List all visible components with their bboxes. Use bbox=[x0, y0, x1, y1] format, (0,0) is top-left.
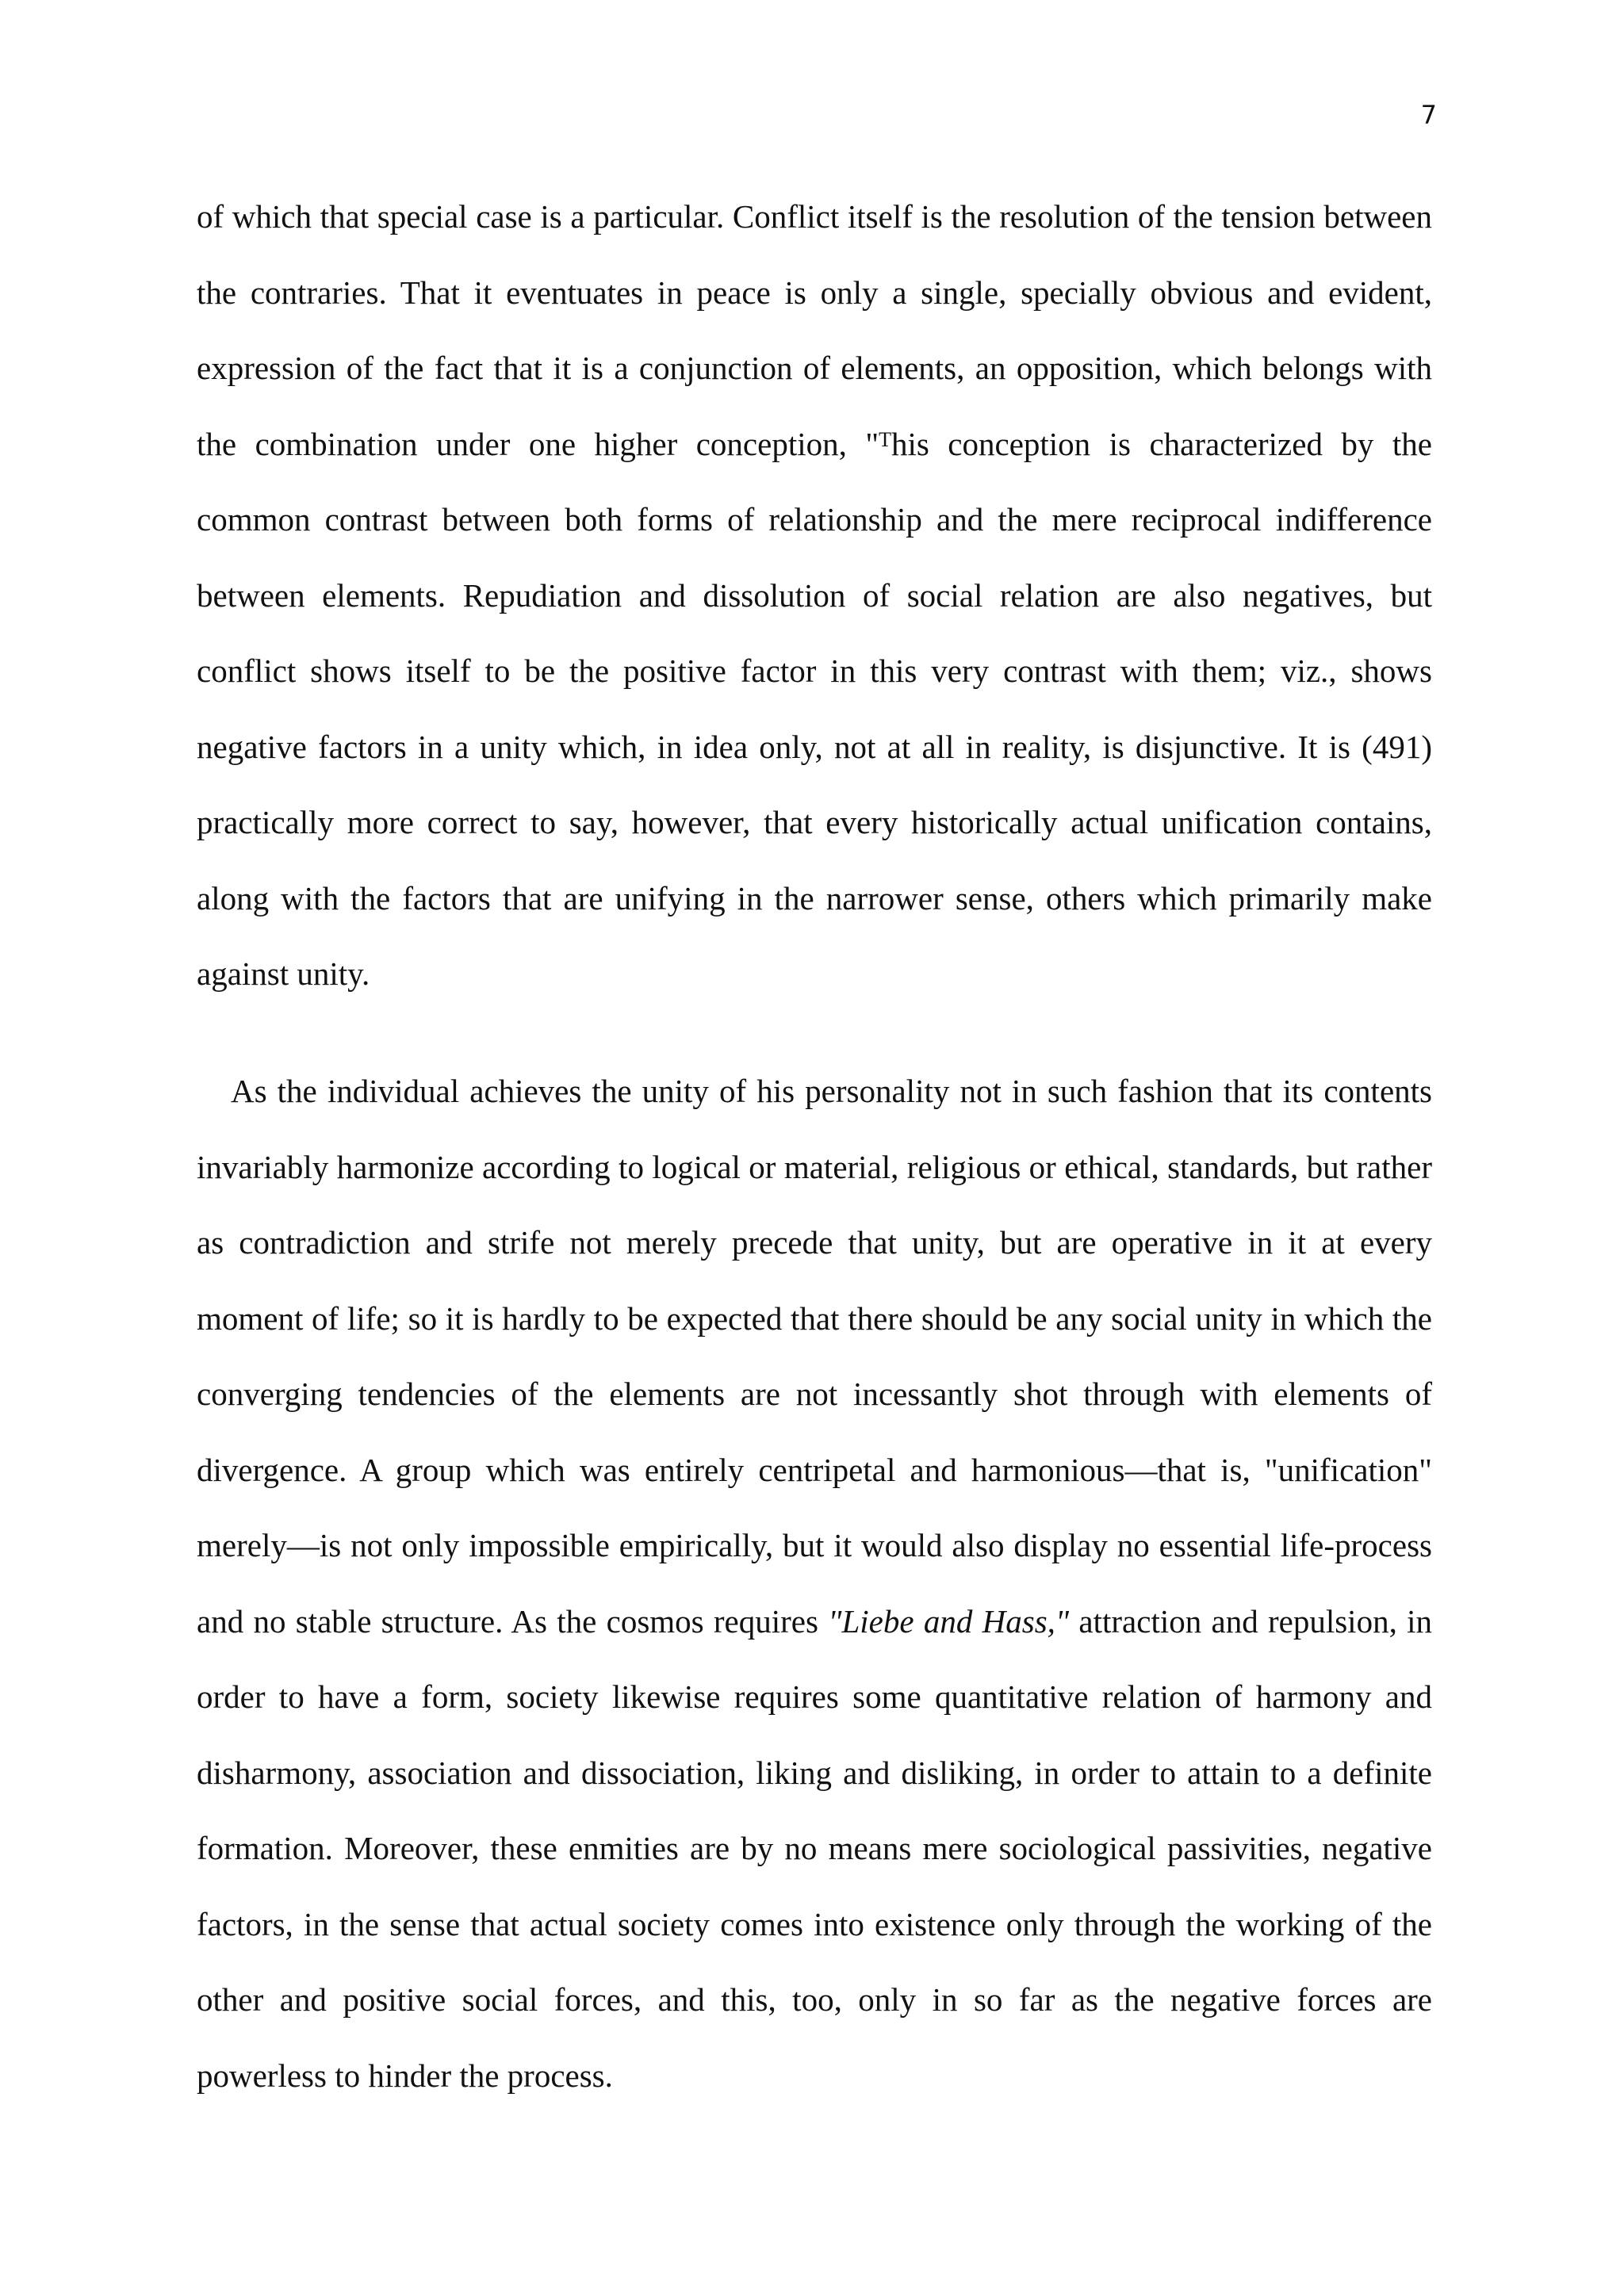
paragraph-1-text-a: of which that special case is a particular. Conflict itself is the resolution of the tension between the contraries. That it eventuates in peace is only a single, specially obvious and evident, expression of the fact that it is a conjunction of elements, an opposition, which belongs with the combination under one higher conception, " bbox=[197, 198, 1432, 462]
superscript-letter: T bbox=[879, 427, 891, 451]
paragraph-2-text-b: attraction and repulsion, in order to have a form, society likewise requires some quantitative relation of harmony and disharmony, association and dissociation, liking and disliking, in order to attain to a definite formation. Moreover, these enmities are by no means mere sociological passivities, negative factors, in the sense that actual society comes into existence only through the working of the other and positive social forces, and this, too, only in so far as the negative forces are powerless to hinder the process. bbox=[197, 1602, 1433, 2094]
paragraph-1-text-b: his conception is characterized by the common contrast between both forms of relationship and the mere reciprocal indifference between elements. Repudiation and dissolution of social relation are also negatives, but conflict shows itself to be the positive factor in this very contrast with them; viz., shows negative factors in a unity which, in idea only, not at all in reality, is disjunctive. It is (491) practically more correct to say, however, that every historically actual unification contains, along with the factors that are unifying in the narrower sense, others which primarily make against unity. bbox=[197, 425, 1432, 992]
paragraph-1 bbox=[197, 179, 1432, 1012]
page-number: 7 bbox=[1420, 100, 1437, 130]
paragraph-2-text-a: As the individual achieves the unity of his personality not in such fashion that its contents invariably harmonize according to logical or material, religious or ethical, standards, but rather as contradiction and strife not merely precede that unity, but are operative in it at every moment of life; so it is hardly to be expected that there should be any social unity in which the converging tendencies of the elements are not incessantly shot through with elements of divergence. A group which was entirely centripetal and harmonious—that is, "unification" merely—is not only impossible empirically, but it would also display no essential life-process and no stable structure. As the cosmos requires bbox=[197, 1073, 1432, 1640]
italic-quote: "Liebe and Hass," bbox=[828, 1602, 1070, 1640]
paragraph-2 bbox=[197, 1054, 1432, 2114]
